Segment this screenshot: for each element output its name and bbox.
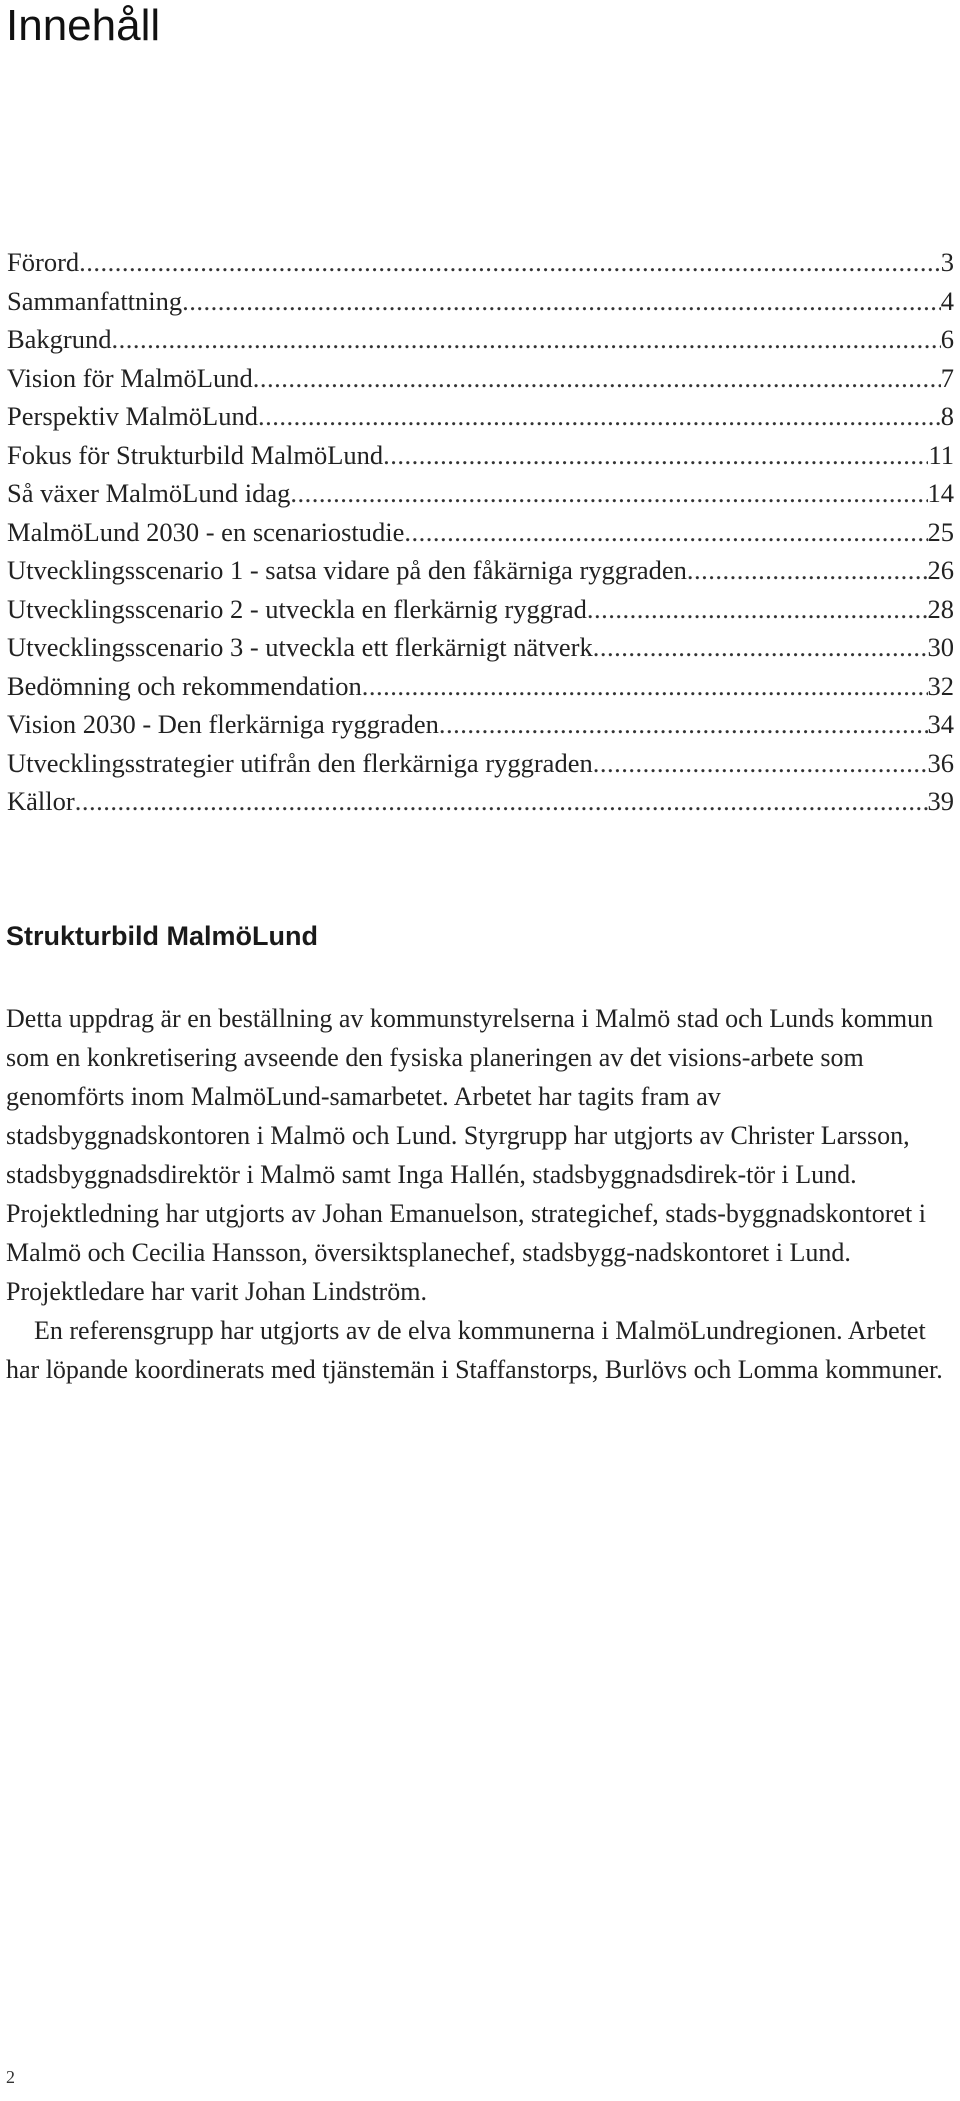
toc-entry-title: Perspektiv MalmöLund bbox=[7, 401, 258, 431]
toc-entry-perspektiv[interactable] bbox=[7, 397, 954, 436]
toc-entry-sa-vaxer[interactable] bbox=[7, 474, 954, 513]
page-number: 2 bbox=[6, 2067, 15, 2087]
toc-dot-leader bbox=[587, 590, 928, 629]
toc-entry-title: Utvecklingsscenario 1 - satsa vidare på den fåkärniga ryggraden bbox=[7, 555, 687, 585]
toc-dot-leader bbox=[258, 397, 941, 436]
toc-entry-scenariostudie[interactable] bbox=[7, 513, 954, 552]
toc-entry-strategier[interactable] bbox=[7, 744, 954, 783]
toc-dot-leader bbox=[404, 513, 927, 552]
toc-entry-scenario-2[interactable] bbox=[7, 590, 954, 629]
toc-entry-page: 25 bbox=[927, 516, 954, 547]
toc-dot-leader bbox=[383, 436, 928, 475]
toc-entry-title: Utvecklingsscenario 3 - utveckla ett flerkärnigt nätverk bbox=[7, 632, 593, 662]
page-title: Innehåll bbox=[6, 1, 161, 50]
toc-entry-title: Källor bbox=[7, 786, 75, 816]
toc-entry-scenario-3[interactable] bbox=[7, 628, 954, 667]
toc-entry-sammanfattning[interactable] bbox=[7, 282, 954, 321]
toc-dot-leader bbox=[75, 782, 928, 821]
toc-entry-page: 3 bbox=[940, 247, 954, 277]
toc-entry-page: 26 bbox=[927, 555, 954, 585]
toc-entry-vision-2030[interactable] bbox=[7, 705, 954, 744]
toc-entry-bakgrund[interactable] bbox=[7, 320, 954, 359]
toc-entry-bedomning[interactable] bbox=[7, 667, 954, 706]
toc-entry-page: 4 bbox=[940, 285, 954, 316]
toc-entry-page: 36 bbox=[927, 747, 954, 778]
toc-entry-vision[interactable] bbox=[7, 359, 954, 398]
toc-entry-scenario-1[interactable] bbox=[7, 551, 954, 590]
toc-dot-leader bbox=[290, 474, 927, 513]
toc-entry-page: 8 bbox=[940, 401, 954, 431]
toc-entry-title: Så växer MalmöLund idag bbox=[7, 478, 291, 508]
table-of-contents bbox=[7, 243, 954, 821]
toc-entry-page: 39 bbox=[927, 786, 954, 816]
toc-entry-page: 7 bbox=[940, 362, 954, 393]
toc-dot-leader bbox=[79, 243, 941, 282]
section-heading: Strukturbild MalmöLund bbox=[6, 921, 318, 951]
toc-dot-leader bbox=[439, 705, 928, 744]
toc-entry-title: Fokus för Strukturbild MalmöLund bbox=[7, 439, 384, 470]
toc-entry-title: Bedömning och rekommendation bbox=[7, 670, 362, 701]
toc-entry-title: Bakgrund bbox=[7, 324, 112, 354]
toc-entry-title: Förord bbox=[7, 247, 80, 277]
toc-dot-leader bbox=[593, 628, 928, 667]
toc-entry-page: 6 bbox=[940, 324, 954, 354]
toc-dot-leader bbox=[182, 282, 941, 321]
toc-entry-forord[interactable] bbox=[7, 243, 954, 282]
body-paragraph: En referensgrupp har utgjorts av de elva kommunerna i MalmöLundregionen. Arbetet har löpande koordinerats med tjänstemän i Staffanstorps, Burlövs och Lomma kommuner. bbox=[6, 1316, 943, 1384]
body-paragraph: Detta uppdrag är en beställning av kommunstyrelserna i Malmö stad och Lunds kommun som en konkretisering avseende den fysiska planeringen av det visions-arbete som genomförts inom MalmöLund-samarbetet. Arbetet har tagits fram av stadsbyggnadskontoren i Malmö och Lund. Styrgrupp har utgjorts av Christer Larsson, stadsbyggnadsdirektör i Malmö samt Inga Hallén, stadsbyggnadsdirek-tör i Lund. Projektledning har utgjorts av Johan Emanuelson, strategichef, stads-byggnadskontoret i Malmö och Cecilia Hansson, översiktsplanechef, stadsbygg-nadskontoret i Lund. Projektledare har varit Johan Lindström. bbox=[6, 1004, 934, 1306]
toc-entry-title: Utvecklingsscenario 2 - utveckla en flerkärnig ryggrad bbox=[7, 593, 587, 624]
toc-dot-leader bbox=[112, 320, 941, 359]
toc-entry-kallor[interactable] bbox=[7, 782, 954, 821]
toc-entry-page: 14 bbox=[927, 478, 954, 508]
toc-entry-title: MalmöLund 2030 - en scenariostudie bbox=[7, 516, 405, 547]
toc-dot-leader bbox=[362, 667, 928, 706]
toc-entry-page: 32 bbox=[927, 670, 954, 701]
toc-entry-page: 30 bbox=[927, 632, 954, 662]
toc-entry-fokus[interactable] bbox=[7, 436, 954, 475]
toc-dot-leader bbox=[593, 744, 928, 783]
toc-entry-title: Sammanfattning bbox=[7, 285, 183, 316]
toc-entry-title: Utvecklingsstrategier utifrån den flerkärniga ryggraden bbox=[7, 747, 593, 778]
toc-entry-page: 11 bbox=[928, 439, 954, 470]
toc-entry-title: Vision 2030 - Den flerkärniga ryggraden bbox=[7, 709, 439, 739]
toc-dot-leader bbox=[687, 551, 928, 590]
section-body bbox=[6, 999, 954, 1389]
toc-entry-title: Vision för MalmöLund bbox=[7, 362, 253, 393]
toc-dot-leader bbox=[253, 359, 941, 398]
toc-entry-page: 34 bbox=[927, 709, 954, 739]
toc-entry-page: 28 bbox=[927, 593, 954, 624]
